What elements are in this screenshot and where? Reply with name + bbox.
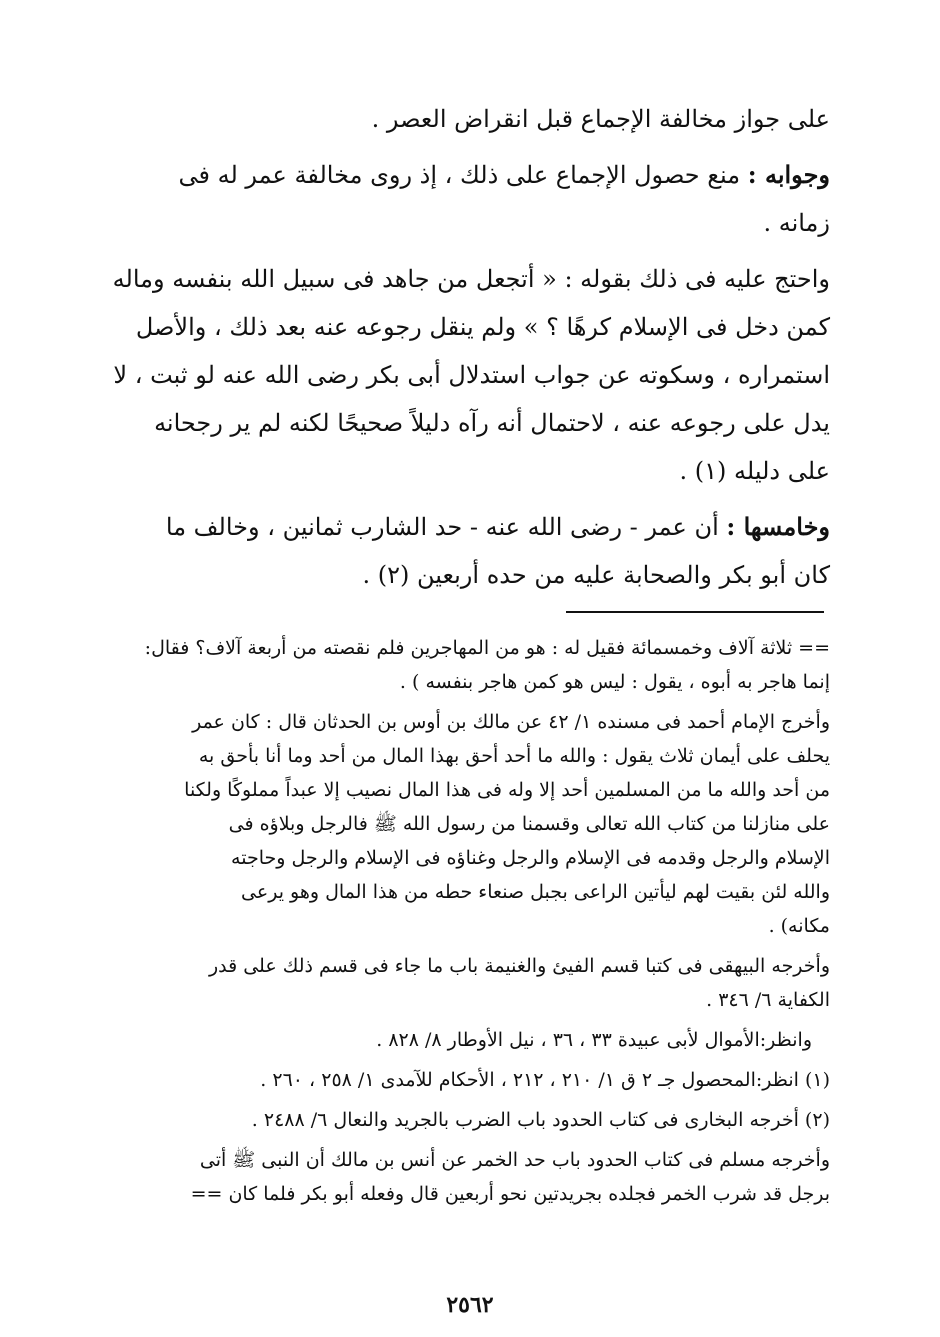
- paragraph-2: [112, 151, 830, 247]
- paragraph-lead: وخامسها :: [726, 512, 830, 541]
- text-line: على جواز مخالفة الإجماع قبل انقراض العصر .: [371, 105, 830, 133]
- text-line: مكانه) .: [768, 915, 830, 937]
- footnote-1: [112, 1063, 830, 1097]
- footnote-ahmad: [112, 705, 830, 943]
- text-line: كان أبو بكر والصحابة عليه من حده أربعين (٢) .: [362, 561, 830, 589]
- text-line: واحتج عليه فى ذلك بقوله : « أتجعل من جاهد فى سبيل الله بنفسه وماله: [112, 265, 830, 293]
- text-line: وأخرجه البيهقى فى كتبا قسم الفيئ والغنيمة باب ما جاء فى قسم ذلك على قدر: [208, 955, 830, 977]
- text-line: وأخرج الإمام أحمد فى مسنده ١/ ٤٢ عن مالك بن أوس بن الحدثان قال : كان عمر: [192, 711, 830, 733]
- text-segment: منع حصول الإجماع على ذلك ، إذ روى مخالفة عمر له فى: [178, 161, 741, 189]
- text-line: إنما هاجر به أبوه ، يقول : ليس هو كمن هاجر بنفسه ) .: [399, 671, 830, 693]
- footnote-bayhaqi: [112, 949, 830, 1017]
- text-line: زمانه .: [763, 209, 830, 237]
- text-line: [112, 151, 830, 199]
- text-line: [112, 503, 830, 551]
- text-line: برجل قد شرب الخمر فجلده بجريدتين نحو أربعين قال وفعله أبو بكر فلما كان ==: [190, 1183, 830, 1205]
- text-line: وأخرجه مسلم فى كتاب الحدود باب حد الخمر عن أنس بن مالك أن النبى ﷺ أتى: [199, 1149, 830, 1171]
- footnote-2: [112, 1103, 830, 1137]
- text-line: كمن دخل فى الإسلام كرهًا ؟ » ولم ينقل رجوعه عنه بعد ذلك ، والأصل: [135, 313, 830, 341]
- text-line: على منازلنا من كتاب الله تعالى وقسمنا من رسول الله ﷺ فالرجل وبلاؤه فى: [228, 813, 830, 835]
- main-text: [112, 95, 830, 607]
- footnote-see-also: [112, 1023, 830, 1057]
- text-line: والله لئن بقيت لهم ليأتين الراعى بجبل صنعاء حطه من هذا المال وهو يرعى: [241, 881, 830, 903]
- page-number: ٢٥٦٢: [446, 1292, 494, 1318]
- text-line: من أحد والله ما من المسلمين أحد إلا وله فى هذا المال نصيب إلا عبداً مملوكًا ولكنا: [184, 779, 830, 801]
- paragraph-1: [112, 95, 830, 143]
- paragraph-lead: وجوابه :: [747, 160, 830, 189]
- text-line: وانظر:الأموال لأبى عبيدة ٣٣ ، ٣٦ ، نيل الأوطار ٨/ ٨٢٨ .: [376, 1029, 812, 1051]
- text-line: الإسلام والرجل وقدمه فى الإسلام والرجل وغناؤه فى الإسلام والرجل وحاجته: [231, 847, 830, 869]
- footnote-continuation: [112, 631, 830, 699]
- paragraph-4: [112, 503, 830, 599]
- text-line: على دليله (١) .: [679, 457, 830, 485]
- text-line: يدل على رجوعه عنه ، لاحتمال أنه رآه دليلاً صحيحًا لكنه لم ير رجحانه: [154, 409, 830, 437]
- footnotes: [112, 631, 830, 1217]
- text-line: الكفاية ٦/ ٣٤٦ .: [706, 989, 830, 1011]
- text-line: استمراره ، وسكوته عن جواب استدلال أبى بكر رضى الله عنه لو ثبت ، لا: [113, 361, 830, 389]
- text-line: == ثلاثة آلاف وخمسمائة فقيل له : هو من المهاجرين فلم نقصته من أربعة آلاف؟ فقال:: [144, 637, 830, 659]
- text-segment: أن عمر - رضى الله عنه - حد الشارب ثمانين ، وخالف ما: [165, 513, 719, 541]
- footnote-separator: [566, 611, 824, 613]
- paragraph-3: [112, 255, 830, 495]
- text-line: (٢) أخرجه البخارى فى كتاب الحدود باب الضرب بالجريد والنعال ٦/ ٢٤٨٨ .: [251, 1109, 830, 1131]
- text-line: يحلف على أيمان ثلاث يقول : والله ما أحد أحق بهذا المال من أحد وما أنا بأحق به: [198, 745, 830, 767]
- footnote-muslim: [112, 1143, 830, 1211]
- text-line: (١) انظر:المحصول جـ ٢ ق ١/ ٢١٠ ، ٢١٢ ، الأحكام للآمدى ١/ ٢٥٨ ، ٢٦٠ .: [260, 1069, 830, 1091]
